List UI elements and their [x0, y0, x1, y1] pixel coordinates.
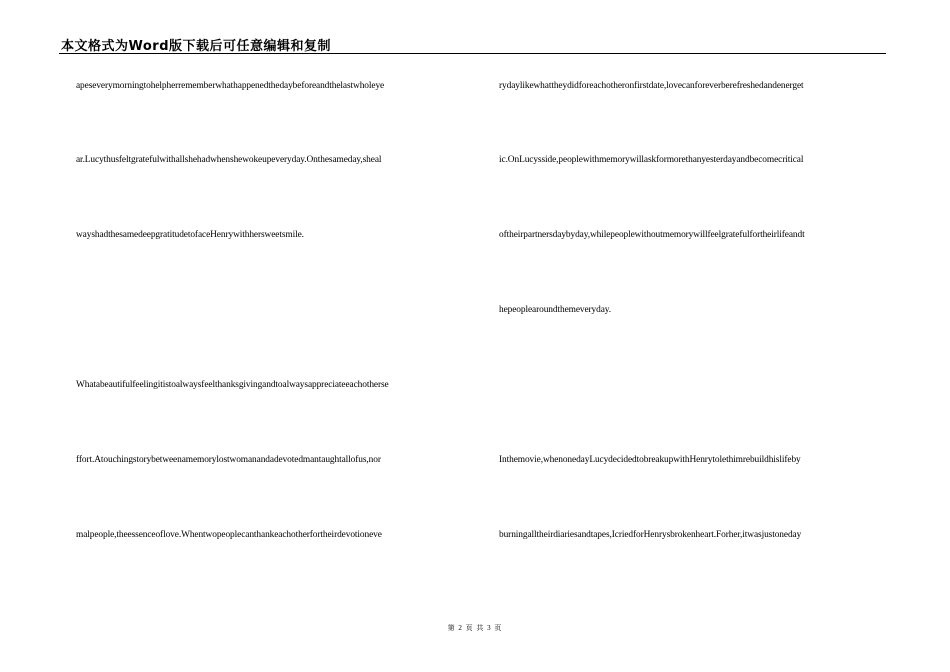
text-line: wayshadthesamedeepgratitudetofaceHenrywithhersweetsmile. — [76, 230, 304, 240]
text-line: Inthemovie,whenonedayLucydecidedtobreakupwithHenrytolethimrebuildhislifeby — [499, 455, 801, 465]
text-line: apeseverymorningtohelpherrememberwhathappenedthedaybeforeandthelastwholeye — [76, 81, 385, 91]
text-line: ic.OnLucysside,peoplewithmemorywillaskformorethanyesterdayandbecomecritical — [499, 155, 804, 165]
text-line: Whatabeautifulfeelingitistoalwaysfeelthanksgivingandtoalwaysappreciateeachotherse — [76, 380, 389, 390]
page-number-footer: 第 2 页 共 3 页 — [447, 624, 503, 632]
text-line: hepeoplearoundthemeveryday. — [499, 305, 612, 315]
text-line: ar.Lucythusfeltgratefulwithallshehadwhenshewokeupeveryday.Onthesameday,sheal — [76, 155, 382, 165]
header-divider — [59, 53, 886, 54]
text-line: ffort.Atouchingstorybetweenamemorylostwomanandadevotedmantaughtallofus,nor — [76, 455, 381, 465]
text-line: rydaylikewhattheydidforeachotheronfirstdate,lovecanforeverberefreshedandenerget — [499, 81, 804, 91]
text-line: malpeople,theessenceoflove.Whentwopeoplecanthankeachotherfortheirdevotioneve — [76, 530, 382, 540]
text-line: oftheirpartnersdaybyday,whilepeoplewithoutmemorywillfeelgratefulfortheirlifeandt — [499, 230, 805, 240]
header-title: 本文格式为Word版下载后可任意编辑和复制 — [61, 39, 332, 54]
text-line: burningalltheirdiariesandtapes,IcriedforHenrysbrokenheart.Forher,itwasjustoneday — [499, 530, 802, 540]
